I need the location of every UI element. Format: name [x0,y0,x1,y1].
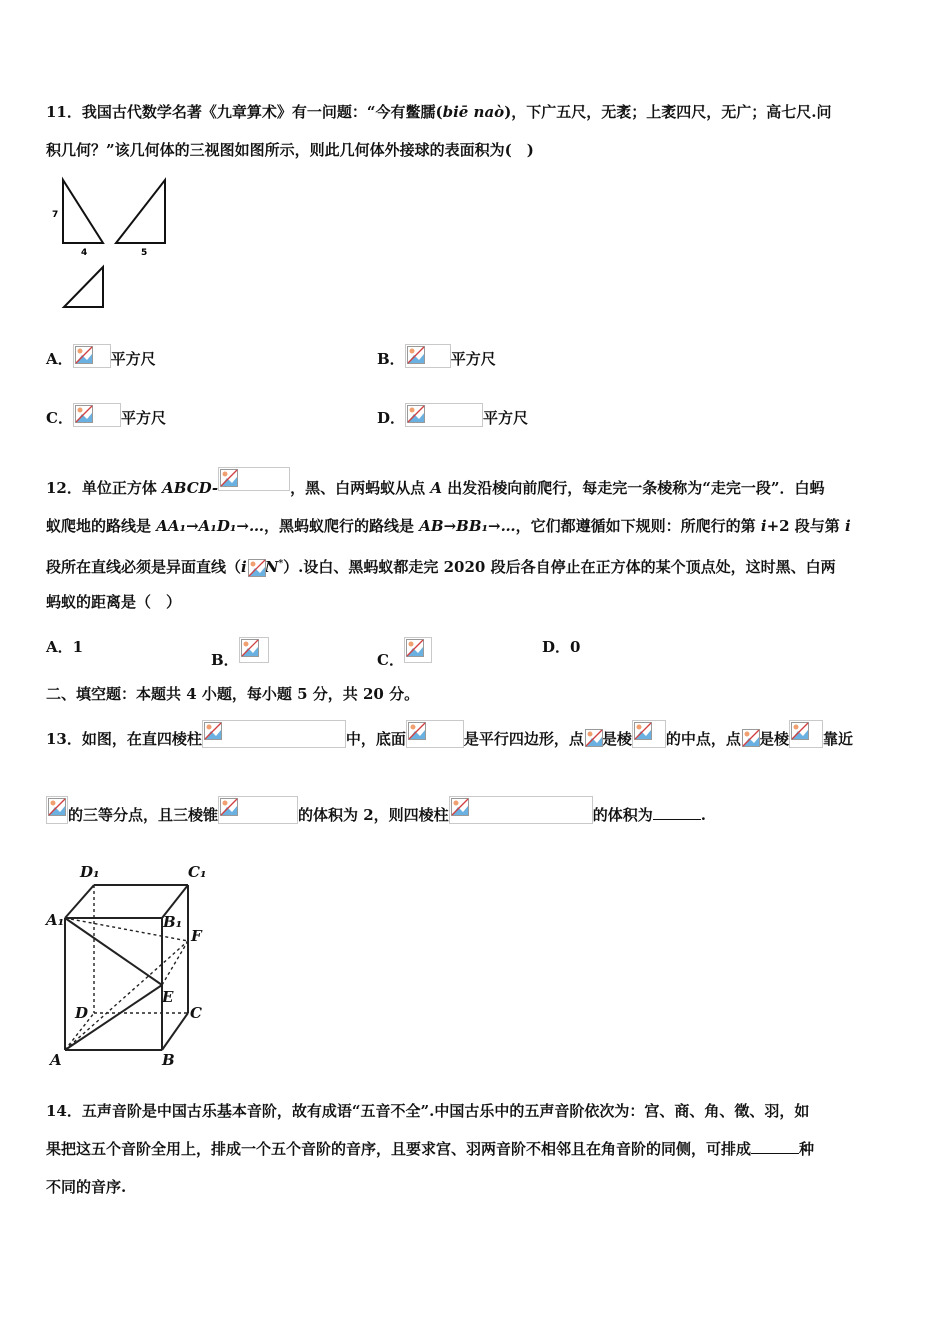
q13-line-1: 13．如图，在直四棱柱 中，底面 是平行四边形，点 是棱 的中点，点 是棱 靠近 [46,720,853,749]
label-A: A [50,1051,62,1069]
label-C1: C₁ [188,863,207,881]
label-F: F [191,927,202,945]
label-D: D [75,1004,89,1022]
q12-line-2: 蚁爬地的路线是 AA₁→A₁D₁→…，黑蚂蚁爬行的路线是 AB→BB₁→…，它们都遵循如下规则：所爬行的第 i+2 段与第 i [46,517,851,535]
q12-line-3: 段所在直线必须是异面直线（i N*）.设白、黑蚂蚁都走完 2020 段后各自停止在正方体的某个顶点处，这时黑、白两 [46,558,836,576]
label-7: 7 [52,210,59,220]
section-2-heading: 二、填空题：本题共 4 小题，每小题 5 分，共 20 分。 [46,685,420,703]
top-view-triangle [64,267,103,307]
answer-blank[interactable] [653,805,701,820]
label-B1: B₁ [163,913,183,931]
q12-option-c[interactable]: C． [377,637,432,670]
front-view-triangle [63,180,103,243]
broken-image-icon [584,728,602,748]
label-D1: D₁ [80,863,100,881]
q13-line-2: 的三等分点，且三棱锥 的体积为 2，则四棱柱 的体积为 . [46,796,706,825]
q12-option-a[interactable]: A．1 [46,638,84,656]
broken-image-icon [406,720,464,748]
three-view-figure [48,175,178,315]
q11-option-c[interactable]: C． 平方尺 [46,403,166,428]
broken-image-icon [202,720,346,748]
q11-option-a[interactable]: A． 平方尺 [46,344,156,369]
q14-line-2: 果把这五个音阶全用上，排成一个五个音阶的音序，且要求宫、羽两音阶不相邻且在角音阶的同侧，可排成 种 [46,1140,815,1158]
label-A1: A₁ [46,911,65,929]
q14-line-1: 14．五声音阶是中国古乐基本音阶，故有成语“五音不全”.中国古乐中的五声音阶依次为：宫、商、角、徵、羽，如 [46,1102,810,1120]
broken-image-icon [405,403,483,427]
broken-image-icon [632,720,666,748]
label-4: 4 [81,248,88,258]
q11-option-b[interactable]: B． 平方尺 [377,344,496,369]
broken-image-icon [405,344,451,368]
broken-image-icon [404,637,432,663]
q11-option-d[interactable]: D． 平方尺 [377,403,528,428]
answer-blank[interactable] [751,1139,799,1154]
q12-option-b[interactable]: B． [211,637,269,670]
q12-line-4: 蚂蚁的距离是（ ） [46,593,182,611]
label-C: C [190,1004,202,1022]
label-5: 5 [141,248,148,258]
broken-image-icon [46,796,68,824]
broken-image-icon [247,558,265,576]
side-view-triangle [116,180,165,243]
label-E: E [162,988,174,1006]
broken-image-icon [218,467,290,491]
q11-line-2: 积几何？”该几何体的三视图如图所示，则此几何体外接球的表面积为( ) [46,141,534,159]
q12-line-1: 12．单位正方体 ABCD- ，黑、白两蚂蚁从点 A 出发沿棱向前爬行，每走完一条棱称为“走完一段”．白蚂 [46,467,825,498]
label-B: B [162,1051,175,1069]
prism-figure [42,855,217,1070]
q12-option-d[interactable]: D．0 [542,638,581,656]
broken-image-icon [239,637,269,663]
broken-image-icon [789,720,823,748]
broken-image-icon [218,796,298,824]
broken-image-icon [73,403,121,427]
broken-image-icon [449,796,593,824]
q11-line-1: 11．我国古代数学名著《九章算术》有一问题：“今有鳖臑(biē naò)，下广五尺，无袤；上袤四尺，无广；高七尺.问 [46,103,832,121]
broken-image-icon [73,344,111,368]
q14-line-3: 不同的音序. [46,1178,127,1196]
broken-image-icon [741,728,759,748]
